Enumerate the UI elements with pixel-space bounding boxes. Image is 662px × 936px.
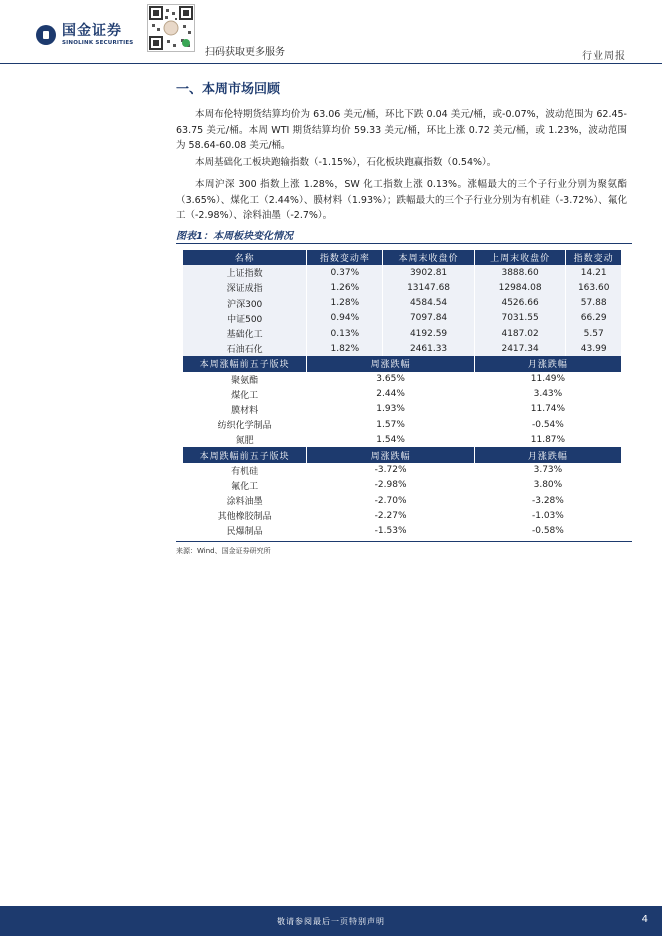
logo-name-en: SINOLINK SECURITIES <box>62 40 134 46</box>
monthly-change-cell: 3.73% <box>533 465 563 476</box>
table-row <box>183 463 621 478</box>
index-name-cell: 沪深300 <box>183 296 306 311</box>
page-footer <box>0 906 662 936</box>
table-row <box>183 417 621 432</box>
index-header-row <box>183 250 621 265</box>
scan-for-services-label: 扫码获取更多服务 <box>205 47 285 58</box>
header-cell: 周涨跌幅 <box>307 356 473 371</box>
page-number: 4 <box>641 914 648 925</box>
table-row <box>183 341 621 356</box>
disclaimer-link[interactable]: 敬请参阅最后一页特别声明 <box>277 917 385 926</box>
table-row <box>183 523 621 538</box>
close-last-week-cell: 3888.60 <box>475 265 566 280</box>
sub-sector-name-cell: 民爆制品 <box>226 527 263 538</box>
index-change-cell: 43.99 <box>566 341 621 356</box>
paragraph-sector-performance: 本周基础化工板块跑输指数（-1.15%），石化板块跑赢指数（0.54%）。 <box>195 157 497 168</box>
index-change-cell: 5.57 <box>566 326 621 341</box>
index-change-cell: 163.60 <box>566 280 621 295</box>
monthly-change-cell: -1.03% <box>531 510 564 521</box>
top-losers-header-row <box>183 447 621 462</box>
table-row <box>183 265 621 280</box>
table-row <box>183 493 621 508</box>
table-row <box>183 311 621 326</box>
table-row <box>183 402 621 417</box>
index-name-cell: 石油石化 <box>183 341 306 356</box>
weekly-change-cell: -2.70% <box>374 495 407 506</box>
weekly-change-cell: 3.65% <box>376 374 405 385</box>
index-name-cell: 基础化工 <box>183 326 306 341</box>
figure-top-rule <box>176 243 632 244</box>
figure-title: 图表1：本周板块变化情况 <box>176 231 293 242</box>
index-name-cell: 深证成指 <box>183 280 306 295</box>
table-row <box>183 478 621 493</box>
index-name-cell: 中证500 <box>183 311 306 326</box>
table-row <box>183 326 621 341</box>
monthly-change-cell: 11.49% <box>530 374 566 385</box>
sub-sector-name-cell: 膜材料 <box>231 405 259 416</box>
header-divider <box>0 63 662 64</box>
sub-sector-name-cell: 纺织化学制品 <box>217 421 272 432</box>
change-rate-cell: 0.94% <box>307 311 382 326</box>
close-this-week-cell: 3902.81 <box>383 265 474 280</box>
table-row <box>183 280 621 295</box>
top-gainers-header-row <box>183 356 621 371</box>
header-cell: 月涨跌幅 <box>475 356 621 371</box>
close-last-week-cell: 2417.34 <box>475 341 566 356</box>
weekly-change-cell: 1.54% <box>376 434 405 445</box>
weekly-change-cell: -2.98% <box>374 480 407 491</box>
weekly-change-cell: 1.93% <box>376 404 405 415</box>
sub-sector-name-cell: 涂料油墨 <box>226 497 263 508</box>
sub-sector-name-cell: 氟化工 <box>231 481 259 492</box>
header-cell: 指数变动 <box>566 250 621 265</box>
close-last-week-cell: 12984.08 <box>475 280 566 295</box>
index-name-cell: 上证指数 <box>183 265 306 280</box>
table-row <box>183 508 621 523</box>
sub-sector-name-cell: 聚氨酯 <box>231 375 259 386</box>
sector-change-table <box>182 250 622 539</box>
logo-mark-icon <box>36 25 56 45</box>
qr-code-icon[interactable] <box>147 4 195 52</box>
close-this-week-cell: 4584.54 <box>383 296 474 311</box>
paragraph-sub-industry: 本周沪深 300 指数上涨 1.28%，SW 化工指数上涨 0.13%。涨幅最大的三个子行业分别为聚氨酯（3.65%）、煤化工（2.44%）、膜材料（1.93%）；跌幅最大的三个子行业分别为有机硅（-3.72%）、氟化工（-2.98%）、涂料油墨（-2.7%）。 <box>176 179 627 221</box>
monthly-change-cell: -0.54% <box>531 419 564 430</box>
change-rate-cell: 1.82% <box>307 341 382 356</box>
report-type-label: 行业周报 <box>582 51 626 62</box>
header-cell: 本周末收盘价 <box>383 250 474 265</box>
monthly-change-cell: 11.87% <box>530 434 566 445</box>
close-this-week-cell: 13147.68 <box>383 280 474 295</box>
change-rate-cell: 1.28% <box>307 296 382 311</box>
page-header <box>0 0 662 64</box>
table-row <box>183 387 621 402</box>
sub-sector-name-cell: 有机硅 <box>231 466 259 477</box>
section-title: 一、本周市场回顾 <box>176 82 281 97</box>
figure-source: 来源：Wind、国金证券研究所 <box>176 547 271 555</box>
close-this-week-cell: 7097.84 <box>383 311 474 326</box>
weekly-change-cell: -1.53% <box>374 525 407 536</box>
change-rate-cell: 0.37% <box>307 265 382 280</box>
index-change-cell: 57.88 <box>566 296 621 311</box>
figure-bottom-rule <box>176 541 632 542</box>
close-last-week-cell: 4187.02 <box>475 326 566 341</box>
close-last-week-cell: 4526.66 <box>475 296 566 311</box>
weekly-change-cell: 1.57% <box>376 419 405 430</box>
header-cell: 周涨跌幅 <box>307 447 473 462</box>
monthly-change-cell: 3.80% <box>533 480 563 491</box>
weekly-change-cell: -2.27% <box>374 510 407 521</box>
header-cell: 上周末收盘价 <box>475 250 566 265</box>
change-rate-cell: 1.26% <box>307 280 382 295</box>
close-this-week-cell: 2461.33 <box>383 341 474 356</box>
monthly-change-cell: -0.58% <box>531 525 564 536</box>
sub-sector-name-cell: 氮肥 <box>235 436 254 447</box>
sub-sector-name-cell: 其他橡胶制品 <box>217 512 272 523</box>
weekly-change-cell: -3.72% <box>374 465 407 476</box>
monthly-change-cell: 3.43% <box>533 389 563 400</box>
header-cell: 名称 <box>183 250 306 265</box>
table-row <box>183 432 621 447</box>
index-change-cell: 66.29 <box>566 311 621 326</box>
table-row <box>183 372 621 387</box>
change-rate-cell: 0.13% <box>307 326 382 341</box>
index-change-cell: 14.21 <box>566 265 621 280</box>
weekly-change-cell: 2.44% <box>376 389 405 400</box>
header-cell: 本周涨幅前五子版块 <box>183 356 306 371</box>
logo-name-cn: 国金证券 <box>62 23 122 39</box>
monthly-change-cell: -3.28% <box>531 495 564 506</box>
header-cell: 指数变动率 <box>307 250 382 265</box>
monthly-change-cell: 11.74% <box>530 404 566 415</box>
close-last-week-cell: 7031.55 <box>475 311 566 326</box>
paragraph-oil-prices: 本周布伦特期货结算均价为 63.06 美元/桶，环比下跌 0.04 美元/桶，或-0.07%，波动范围为 62.45-63.75 美元/桶。本周 WTI 期货结算均价 59.33 美元/桶，环比上涨 0.72 美元/桶，或 1.23%，波动范围为 58.64-60.08 美元/桶。 <box>176 109 627 151</box>
company-logo <box>36 24 133 47</box>
close-this-week-cell: 4192.59 <box>383 326 474 341</box>
header-cell: 本周跌幅前五子版块 <box>183 447 306 462</box>
sub-sector-name-cell: 煤化工 <box>231 390 259 401</box>
header-cell: 月涨跌幅 <box>475 447 621 462</box>
table-row <box>183 296 621 311</box>
